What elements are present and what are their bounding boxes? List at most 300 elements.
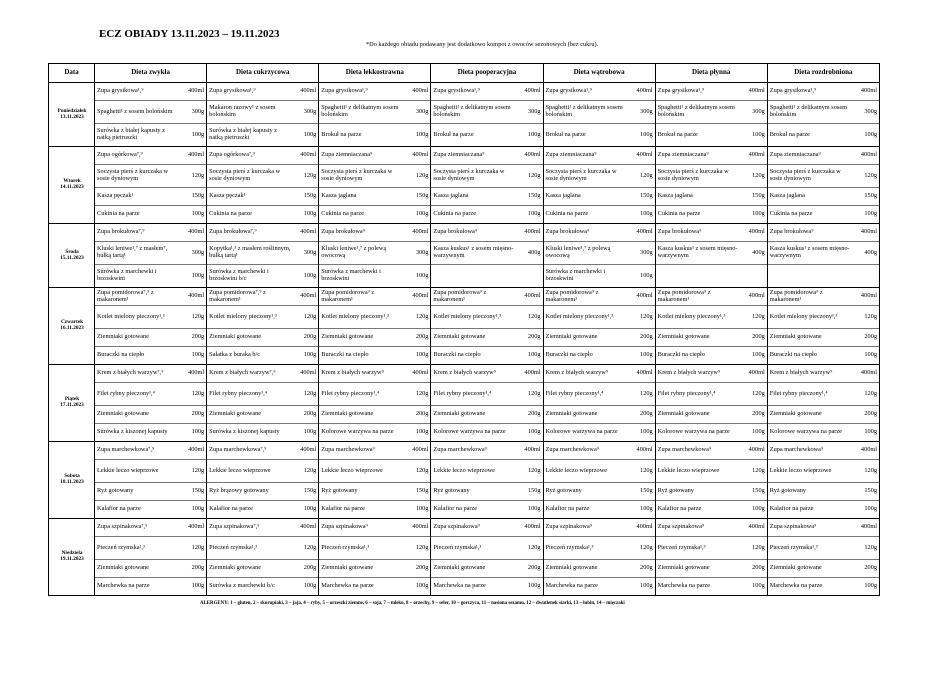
dish-portion: 400ml	[628, 365, 655, 383]
dish-portion: 120g	[180, 165, 207, 188]
dish-portion: 100g	[628, 265, 655, 288]
dish-name: Cukinia na parze	[207, 206, 292, 224]
dish-portion: 300g	[404, 101, 431, 124]
dish-portion: 400ml	[628, 519, 655, 537]
dish-portion: 400ml	[628, 224, 655, 242]
dish-name: Zupa szpinakowa⁹	[767, 519, 852, 537]
dish-name: Ryż gotowany	[655, 483, 740, 501]
dish-name: Zupa grysikowa¹,⁹	[431, 83, 516, 101]
dish-name: Buraczki na ciepło	[767, 347, 852, 365]
dish-portion: 120g	[180, 460, 207, 483]
dish-portion: 300g	[516, 101, 543, 124]
dish-name: Zupa pomidorowa⁷,⁹ z makaronem¹	[207, 288, 292, 306]
dish-portion: 400ml	[852, 442, 879, 460]
header-diet: Dieta wątrobowa	[543, 64, 655, 83]
dish-portion: 100g	[852, 206, 879, 224]
dish-portion: 400ml	[740, 147, 767, 165]
dish-name: Zupa szpinakowa⁹	[319, 519, 404, 537]
dish-portion: 200g	[292, 560, 319, 578]
dish-name: Filet rybny pieczony¹,⁴	[207, 383, 292, 406]
dish-name: Pieczeń rzymska¹,³	[319, 537, 404, 560]
dish-name: Buraczki na ciepło	[543, 347, 628, 365]
dish-name: Zupa ogórkowa⁷,⁹	[207, 147, 292, 165]
dish-name: Brokuł na parze	[319, 124, 404, 147]
dish-portion: 400ml	[180, 442, 207, 460]
dish-name: Kolorowe warzywa na parze	[543, 424, 628, 442]
dish-name: Surówka z białej kapusty z natką pietruszki	[207, 124, 292, 147]
day-name: Sobota	[64, 473, 80, 480]
day-cell	[49, 147, 95, 224]
meal-row	[49, 306, 880, 329]
dish-name: Ziemniaki gotowane	[95, 329, 180, 347]
dish-portion: 400ml	[292, 365, 319, 383]
dish-name: Soczysta pierś z kurczaka w sosie dyniowym	[543, 165, 628, 188]
dish-portion: 100g	[180, 124, 207, 147]
day-date: 19.11.2023	[60, 556, 84, 562]
dish-name: Zupa szpinakowa⁷,⁹	[95, 519, 180, 537]
dish-name: Marchewka na parze	[95, 578, 180, 596]
dish-portion: 150g	[404, 483, 431, 501]
dish-portion: 100g	[404, 347, 431, 365]
dish-portion: 100g	[740, 206, 767, 224]
dish-name: Zupa ziemniaczana⁹	[319, 147, 404, 165]
dish-name: Filet rybny pieczony¹,⁴	[543, 383, 628, 406]
dish-name: Kluski leniwe¹,⁷ z polewą owocową	[319, 242, 404, 265]
day-date: 18.11.2023	[60, 479, 84, 485]
dish-portion: 100g	[180, 265, 207, 288]
dish-portion: 400ml	[292, 147, 319, 165]
dish-name: Kalafior na parze	[767, 501, 852, 519]
meal-row	[49, 519, 880, 537]
dish-name: Zupa brokułowa⁹	[655, 224, 740, 242]
dish-portion: 400ml	[628, 83, 655, 101]
dish-name: Kasza kuskus¹ z sosem mięsno-warzywnym	[431, 242, 516, 265]
dish-portion: 400ml	[740, 442, 767, 460]
dish-name: Kolorowe warzywa na parze	[767, 424, 852, 442]
dish-name: Pieczeń rzymska¹,³	[543, 537, 628, 560]
dish-name: Brokuł na parze	[767, 124, 852, 147]
dish-name: Pieczeń rzymska¹,³	[95, 537, 180, 560]
dish-name: Krem z białych warzyw⁹	[431, 365, 516, 383]
dish-name: Pieczeń rzymska¹,³	[207, 537, 292, 560]
header-diet: Dieta pooperacyjna	[431, 64, 543, 83]
meal-row	[49, 578, 880, 596]
dish-name: Cukinia na parze	[431, 206, 516, 224]
dish-portion: 400ml	[180, 224, 207, 242]
dish-name: Ziemniaki gotowane	[95, 406, 180, 424]
day-cell	[49, 519, 95, 596]
dish-name: Surówka z białej kapusty z natką pietruszki	[95, 124, 180, 147]
dish-name: Ziemniaki gotowane	[543, 560, 628, 578]
dish-portion: 100g	[404, 265, 431, 288]
dish-name: Zupa ogórkowa⁷,⁹	[95, 147, 180, 165]
dish-portion: 300g	[740, 101, 767, 124]
dish-name: Filet rybny pieczony¹,⁴	[319, 383, 404, 406]
dish-portion: 120g	[852, 306, 879, 329]
dish-portion: 120g	[180, 383, 207, 406]
meal-row	[49, 383, 880, 406]
dish-portion: 400ml	[516, 147, 543, 165]
day-date: 14.11.2023	[60, 184, 84, 190]
dish-name: Buraczki na ciepło	[319, 347, 404, 365]
dish-name: Ziemniaki gotowane	[543, 406, 628, 424]
dish-portion: 120g	[740, 306, 767, 329]
meal-row	[49, 365, 880, 383]
dish-portion: 400g	[740, 242, 767, 265]
dish-name: Surówka z kiszonej kapusty	[95, 424, 180, 442]
dish-portion: 400ml	[180, 365, 207, 383]
dish-portion: 120g	[628, 460, 655, 483]
day-cell	[49, 288, 95, 365]
dish-name: Pieczeń rzymska¹,³	[655, 537, 740, 560]
dish-name: Filet rybny pieczony¹,⁴	[95, 383, 180, 406]
dish-name: Soczysta pierś z kurczaka w sosie dyniowym	[207, 165, 292, 188]
dish-name: Soczysta pierś z kurczaka w sosie dyniowym	[431, 165, 516, 188]
dish-name: Zupa marchewkowa⁹	[543, 442, 628, 460]
dish-name: Krem z białych warzyw⁷,⁹	[207, 365, 292, 383]
dish-portion: 150g	[404, 188, 431, 206]
dish-portion: 120g	[852, 165, 879, 188]
dish-name: Ziemniaki gotowane	[655, 560, 740, 578]
dish-name: Zupa marchewkowa⁷,⁹	[207, 442, 292, 460]
dish-name: Filet rybny pieczony¹,⁴	[767, 383, 852, 406]
dish-portion: 400ml	[852, 224, 879, 242]
dish-name: Kolorowe warzywa na parze	[319, 424, 404, 442]
dish-name: Zupa brokułowa⁹	[319, 224, 404, 242]
dish-portion: 100g	[404, 501, 431, 519]
dish-portion: 120g	[740, 383, 767, 406]
dish-portion: 400ml	[516, 365, 543, 383]
dish-portion: 100g	[852, 124, 879, 147]
dish-name: Spaghetti¹ z delikatnym sosem bolońskim	[655, 101, 740, 124]
dish-portion: 200g	[852, 560, 879, 578]
dish-name: Zupa pomidorowa⁷,⁹ z makaronem¹	[95, 288, 180, 306]
meal-row	[49, 288, 880, 306]
dish-name: Kotlet mielony pieczony¹,³	[655, 306, 740, 329]
dish-portion: 120g	[852, 537, 879, 560]
dish-portion: 400g	[852, 242, 879, 265]
dish-portion: 400ml	[740, 519, 767, 537]
dish-portion: 120g	[516, 306, 543, 329]
dish-name	[431, 265, 516, 288]
dish-name: Kluski leniwe¹,⁷ z masłem⁷, bułką tartą¹	[95, 242, 180, 265]
dish-name: Ziemniaki gotowane	[655, 406, 740, 424]
dish-portion: 200g	[852, 329, 879, 347]
dish-name: Zupa brokułowa⁹	[431, 224, 516, 242]
dish-name: Ziemniaki gotowane	[431, 329, 516, 347]
dish-portion: 400ml	[516, 442, 543, 460]
dish-name: Marchewka na parze	[431, 578, 516, 596]
dish-name: Kotlet mielony pieczony¹,³	[319, 306, 404, 329]
dish-name: Lekkie leczo wieprzowe	[319, 460, 404, 483]
dish-name: Kalafior na parze	[95, 501, 180, 519]
dish-portion: 400ml	[628, 442, 655, 460]
dish-portion: 200g	[516, 329, 543, 347]
dish-portion: 400ml	[740, 365, 767, 383]
dish-name: Zupa ziemniaczana⁹	[655, 147, 740, 165]
dish-name: Ziemniaki gotowane	[319, 406, 404, 424]
dish-name: Buraczki na ciepło	[431, 347, 516, 365]
dish-portion: 100g	[516, 578, 543, 596]
dish-portion: 400ml	[852, 288, 879, 306]
dish-name: Ryż gotowany	[95, 483, 180, 501]
dish-portion: 120g	[292, 383, 319, 406]
dish-name: Ziemniaki gotowane	[431, 406, 516, 424]
dish-name: Brokuł na parze	[543, 124, 628, 147]
meal-row	[49, 124, 880, 147]
dish-portion: 100g	[292, 206, 319, 224]
dish-name: Zupa marchewkowa⁷,⁹	[95, 442, 180, 460]
dish-portion: 100g	[628, 424, 655, 442]
dish-name: Filet rybny pieczony¹,⁴	[431, 383, 516, 406]
dish-portion: 100g	[628, 501, 655, 519]
dish-portion: 100g	[516, 424, 543, 442]
dish-name	[767, 265, 852, 288]
dish-name: Kalafior na parze	[655, 501, 740, 519]
meal-row	[49, 242, 880, 265]
dish-portion: 150g	[516, 483, 543, 501]
dish-name: Zupa marchewkowa⁹	[655, 442, 740, 460]
dish-name: Kotlet mielony pieczony¹,³	[431, 306, 516, 329]
dish-name: Zupa brokułowa⁷,⁹	[95, 224, 180, 242]
dish-name: Marchewka na parze	[319, 578, 404, 596]
dish-portion: 100g	[516, 206, 543, 224]
dish-name: Kluski leniwe¹,⁷ z polewą owocową	[543, 242, 628, 265]
meal-row	[49, 165, 880, 188]
dish-portion: 150g	[292, 483, 319, 501]
day-date: 15.11.2023	[60, 254, 84, 261]
dish-portion: 100g	[292, 265, 319, 288]
meal-row	[49, 442, 880, 460]
dish-portion: 400ml	[404, 365, 431, 383]
dish-name: Ryż gotowany	[543, 483, 628, 501]
dish-portion: 300g	[292, 101, 319, 124]
header-diet: Dieta cukrzycowa	[207, 64, 319, 83]
dish-name: Kolorowe warzywa na parze	[655, 424, 740, 442]
dish-name: Cukinia na parze	[767, 206, 852, 224]
dish-portion: 150g	[740, 483, 767, 501]
menu-body	[49, 83, 880, 596]
day-name: Wtorek	[63, 178, 81, 185]
dish-name: Ryż brązowy gotowany	[207, 483, 292, 501]
dish-name: Ziemniaki gotowane	[207, 560, 292, 578]
dish-portion: 120g	[628, 537, 655, 560]
meal-row	[49, 424, 880, 442]
dish-portion: 400ml	[292, 442, 319, 460]
day-cell	[49, 442, 95, 519]
dish-portion	[852, 265, 879, 288]
dish-portion: 100g	[404, 424, 431, 442]
dish-portion: 120g	[740, 537, 767, 560]
dish-name: Cukinia na parze	[543, 206, 628, 224]
dish-name: Zupa szpinakowa⁷,⁹	[207, 519, 292, 537]
dish-portion: 150g	[852, 483, 879, 501]
dish-name: Buraczki na ciepło	[95, 347, 180, 365]
day-name: Środa	[65, 248, 79, 255]
header-diet: Dieta lekkostrawna	[319, 64, 431, 83]
dish-name: Zupa grysikowa¹,⁹	[543, 83, 628, 101]
dish-name: Zupa pomidorowa⁹ z makaronem¹	[655, 288, 740, 306]
meal-row	[49, 460, 880, 483]
dish-portion: 150g	[628, 483, 655, 501]
dish-portion: 400ml	[740, 83, 767, 101]
dish-portion: 120g	[628, 165, 655, 188]
dish-name: Cukinia na parze	[655, 206, 740, 224]
header-diet: Dieta płynna	[655, 64, 767, 83]
meal-row	[49, 83, 880, 101]
day-name: Niedziela	[61, 550, 83, 557]
dish-portion: 200g	[180, 329, 207, 347]
dish-portion: 120g	[292, 306, 319, 329]
dish-name: Cukinia na parze	[319, 206, 404, 224]
dish-name: Ziemniaki gotowane	[543, 329, 628, 347]
dish-portion: 200g	[292, 406, 319, 424]
dish-name: Zupa marchewkowa⁹	[319, 442, 404, 460]
dish-name: Surówka z marchewki i brzoskwini	[543, 265, 628, 288]
dish-name: Soczysta pierś z kurczaka w sosie dyniowym	[655, 165, 740, 188]
dish-portion: 200g	[740, 329, 767, 347]
dish-portion: 200g	[740, 406, 767, 424]
dish-name: Kalafior na parze	[431, 501, 516, 519]
dish-name: Spaghetti¹ z delikatnym sosem bolońskim	[431, 101, 516, 124]
dish-portion: 400ml	[628, 147, 655, 165]
dish-portion: 100g	[852, 347, 879, 365]
dish-name: Surówka z marchewki i brzoskwini	[95, 265, 180, 288]
meal-row	[49, 501, 880, 519]
dish-name: Ziemniaki gotowane	[207, 329, 292, 347]
day-date: 13.11.2023	[60, 113, 84, 120]
dish-portion: 120g	[516, 165, 543, 188]
dish-name: Pieczeń rzymska¹,³	[767, 537, 852, 560]
dish-portion: 150g	[740, 188, 767, 206]
dish-portion: 400ml	[516, 288, 543, 306]
dish-name: Ziemniaki gotowane	[767, 329, 852, 347]
dish-portion: 200g	[516, 406, 543, 424]
dish-name: Kopytka¹,³ z masłem roślinnym, bułką tartą¹	[207, 242, 292, 265]
day-name: Poniedziałek	[57, 107, 87, 114]
dish-portion: 100g	[740, 347, 767, 365]
dish-portion: 120g	[852, 383, 879, 406]
dish-name: Zupa brokułowa⁹	[767, 224, 852, 242]
dish-portion: 100g	[404, 124, 431, 147]
dish-portion: 100g	[740, 124, 767, 147]
dish-name: Zupa grysikowa¹,⁹	[767, 83, 852, 101]
dish-name: Pieczeń rzymska¹,³	[431, 537, 516, 560]
dish-portion: 200g	[628, 406, 655, 424]
dish-name: Krem z białych warzyw⁹	[543, 365, 628, 383]
dish-portion: 200g	[292, 329, 319, 347]
dish-name: Marchewka na parze	[767, 578, 852, 596]
dish-name: Ryż gotowany	[767, 483, 852, 501]
dish-portion: 150g	[852, 188, 879, 206]
meal-row	[49, 147, 880, 165]
dish-name: Zupa szpinakowa⁹	[655, 519, 740, 537]
meal-row	[49, 188, 880, 206]
dish-portion: 300g	[852, 101, 879, 124]
dish-portion: 400g	[516, 242, 543, 265]
meal-row	[49, 537, 880, 560]
dish-name: Kasza jaglana	[655, 188, 740, 206]
dish-name: Makaron razowy¹ z sosem bolońskim	[207, 101, 292, 124]
dish-name: Surówka z marchewki i brzoskwini	[319, 265, 404, 288]
compote-note: *Do każdego obiadu podawany jest dodatkowo kompot z owoców sezonowych (bez cukru).	[366, 41, 599, 48]
day-name: Piątek	[64, 396, 80, 403]
dish-name: Krem z białych warzyw⁷,⁹	[95, 365, 180, 383]
dish-name: Ziemniaki gotowane	[767, 560, 852, 578]
dish-portion: 400ml	[404, 147, 431, 165]
dish-name: Zupa pomidorowa⁹ z makaronem¹	[543, 288, 628, 306]
dish-portion: 120g	[516, 383, 543, 406]
dish-portion: 400ml	[740, 224, 767, 242]
dish-portion: 120g	[180, 537, 207, 560]
dish-portion: 400ml	[852, 519, 879, 537]
dish-name: Ryż gotowany	[431, 483, 516, 501]
dish-name: Ziemniaki gotowane	[655, 329, 740, 347]
dish-portion: 100g	[180, 206, 207, 224]
dish-name: Kasza pęczak¹	[95, 188, 180, 206]
day-date: 17.11.2023	[60, 402, 84, 408]
dish-portion: 120g	[628, 383, 655, 406]
dish-name: Ziemniaki gotowane	[319, 329, 404, 347]
dish-portion: 120g	[404, 537, 431, 560]
dish-name: Kotlet mielony pieczony¹,³	[95, 306, 180, 329]
dish-portion: 100g	[180, 501, 207, 519]
dish-name: Krem z białych warzyw⁹	[655, 365, 740, 383]
dish-portion: 300g	[404, 242, 431, 265]
dish-portion: 300g	[628, 101, 655, 124]
dish-portion: 100g	[292, 424, 319, 442]
dish-name: Zupa brokułowa⁷,⁹	[207, 224, 292, 242]
dish-name: Lekkie leczo wieprzowe	[767, 460, 852, 483]
dish-name: Kasza jaglana	[767, 188, 852, 206]
dish-portion: 400ml	[852, 365, 879, 383]
dish-portion: 100g	[292, 347, 319, 365]
dish-portion: 100g	[628, 124, 655, 147]
dish-name: Surówka z marchewki i brzoskwini b/c	[207, 265, 292, 288]
dish-name: Spaghetti¹ z sosem bolońskim	[95, 101, 180, 124]
dish-portion: 120g	[740, 460, 767, 483]
dish-name: Spaghetti¹ z delikatnym sosem bolońskim	[319, 101, 404, 124]
dish-portion: 120g	[180, 306, 207, 329]
dish-portion: 120g	[404, 165, 431, 188]
meal-row	[49, 483, 880, 501]
dish-name: Zupa grysikowa¹,⁹	[655, 83, 740, 101]
dish-name: Kotlet mielony pieczony¹,³	[207, 306, 292, 329]
dish-portion: 100g	[292, 501, 319, 519]
dish-portion: 400ml	[180, 519, 207, 537]
dish-portion: 300g	[628, 242, 655, 265]
dish-name: Zupa marchewkowa⁹	[767, 442, 852, 460]
dish-name: Zupa marchewkowa⁹	[431, 442, 516, 460]
dish-name: Marchewka na parze	[655, 578, 740, 596]
dish-portion: 120g	[404, 383, 431, 406]
dish-name: Lekkie leczo wieprzowe	[655, 460, 740, 483]
dish-portion: 100g	[740, 424, 767, 442]
dish-portion: 120g	[292, 460, 319, 483]
meal-row	[49, 101, 880, 124]
dish-portion: 300g	[292, 242, 319, 265]
dish-portion: 120g	[740, 165, 767, 188]
dish-portion: 400ml	[292, 288, 319, 306]
dish-portion: 100g	[740, 501, 767, 519]
dish-name: Lekkie leczo wieprzowe	[207, 460, 292, 483]
dish-portion: 400ml	[404, 224, 431, 242]
dish-portion: 400ml	[516, 519, 543, 537]
dish-name: Kalafior na parze	[319, 501, 404, 519]
day-cell	[49, 224, 95, 288]
dish-portion: 400ml	[628, 288, 655, 306]
dish-portion: 400ml	[404, 442, 431, 460]
